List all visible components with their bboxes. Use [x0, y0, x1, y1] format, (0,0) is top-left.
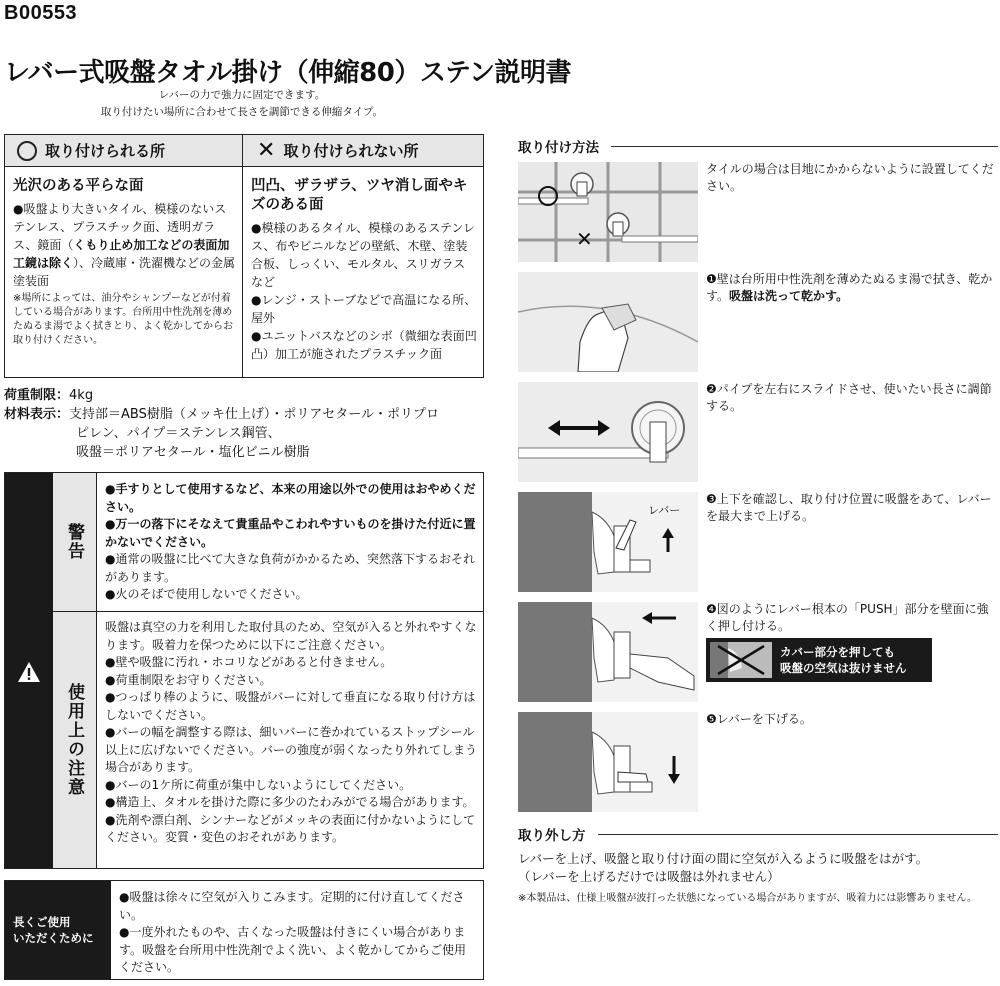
step4-illustration — [518, 602, 698, 702]
step5-desc: ❺レバーを下げる。 — [706, 712, 812, 726]
tip-line-1: カバー部分を押しても — [780, 645, 895, 659]
tile-note: タイルの場合は目地にかからないように設置してください。 — [706, 162, 994, 193]
long-use-label: 長くご使用 いただくために — [5, 881, 111, 979]
step3-illustration — [518, 492, 698, 592]
removal-note: ※本製品は、仕様上吸盤が波打った状態になっている場合がありますが、吸着力には影響ありません。 — [518, 893, 977, 904]
product-code: B00553 — [4, 2, 78, 24]
cannot-mount-item: ●模様のあるタイル、模様のあるステンレス、布やビニルなどの壁紙、木壁、塗装合板、しっくい、モルタル、スリガラスなど — [251, 221, 476, 289]
caution-list — [105, 619, 477, 847]
tile-illustration — [518, 162, 698, 262]
step1-desc: ❶壁は台所用中性洗剤を薄めたぬるま湯で拭き、乾かす。吸盤は洗って乾かす。 — [706, 272, 993, 303]
long-use-list — [119, 889, 477, 977]
warning-item: ●手すりとして使用するなど、本来の用途以外での使用はおやめください。 — [105, 482, 476, 514]
step3-desc: ❸上下を確認し、取り付け位置に吸盤をあて、レバーを最大まで上げる。 — [706, 492, 992, 523]
circle-ok-icon — [17, 141, 37, 161]
caution-item: ●壁や吸盤に汚れ・ホコリなどがあると付きません。 — [105, 655, 393, 669]
removal-heading: 取り外し方 — [518, 824, 998, 844]
long-use-item: ●一度外れたものや、古くなった吸盤は付きにくい場合があります。吸盤を台所用中性洗剤でよく洗い、よく乾かしてからご使用ください。 — [119, 925, 467, 974]
step2-desc: ❷パイプを左右にスライドさせ、使いたい長さに調節する。 — [706, 382, 992, 413]
can-mount-title: 光沢のある平らな面 — [13, 178, 144, 194]
can-mount-body: ●吸盤より大きいタイル、模様のないステンレス、プラスチック面、透明ガラス、鏡面（くもり止め加工などの表面加工鏡は除く）、冷蔵庫・洗濯機などの金属塗装面 — [13, 202, 236, 288]
specifications: 荷重制限：4kg 材料表示：支持部＝ABS樹脂（メッキ仕上げ）・ポリアセタール・ポリプロ ピレン、パイプ＝ステンレス鋼管、 吸盤＝ポリアセタール・塩化ビニル樹脂 — [4, 388, 439, 460]
warning-box — [4, 472, 484, 869]
removal-line-2: （レバーを上げるだけでは吸盤は外れません） — [518, 869, 780, 884]
step5-illustration — [518, 712, 698, 812]
cannot-mount-item: ●ユニットバスなどのシボ（微細な表面凹凸）加工が施されたプラスチック面 — [251, 329, 477, 361]
install-heading: 取り付け方法 — [518, 136, 998, 156]
caution-item: ●バーの幅を調整する際は、細いバーに巻かれているストップシール以上に広げないでください。バーの強度が弱くなったり外れてしまう場合があります。 — [105, 725, 478, 774]
can-mount-header: 取り付けられる所 — [5, 135, 243, 167]
caution-label: 使用上の注意 — [53, 611, 97, 868]
warning-icon — [17, 661, 41, 683]
warning-item: ●通常の吸盤に比べて大きな負荷がかかるため、突然落下するおそれがあります。 — [105, 552, 475, 584]
cannot-mount-item: ●レンジ・ストーブなどで高温になる所、屋外 — [251, 293, 477, 325]
page-title: レバー式吸盤タオル掛け（伸縮80）ステン説明書 — [4, 58, 572, 88]
cannot-mount-title: 凹凸、ザラザラ、ツヤ消し面やキズのある面 — [251, 178, 468, 213]
material: 材料表示：支持部＝ABS樹脂（メッキ仕上げ）・ポリアセタール・ポリプロ — [4, 407, 439, 422]
removal-line-1: レバーを上げ、吸盤と取り付け面の間に空気が入るように吸盤をはがす。 — [518, 851, 929, 866]
subtitle-2: 取り付けたい場所に合わせて長さを調節できる伸縮タイプ。 — [100, 106, 384, 118]
cannot-mount-column — [243, 167, 483, 377]
long-use-item: ●吸盤は徐々に空気が入りこみます。定期的に付け直してください。 — [119, 890, 465, 922]
warning-item: ●火のそばで使用しないでください。 — [105, 587, 308, 601]
step4-desc: ❹図のようにレバー根本の「PUSH」部分を壁面に強く押し付ける。 — [706, 602, 989, 633]
can-mount-column — [5, 167, 243, 377]
warning-label: 警告 — [53, 473, 97, 611]
warning-list — [105, 481, 477, 604]
cover-illustration — [710, 642, 772, 678]
long-use-box — [4, 880, 484, 980]
step1-illustration — [518, 272, 698, 372]
lever-label: レバー — [648, 504, 681, 517]
caution-item: ●構造上、タオルを掛けた際に多少のたわみがでる場合があります。 — [105, 795, 475, 809]
removal-body — [518, 850, 998, 905]
can-mount-note: ※場所によっては、油分やシャンプーなどが付着している場合があります。台所用中性洗剤を薄めたぬるま湯でよく拭きとり、よく乾かしてからお取り付けください。 — [13, 293, 233, 346]
load-limit: 荷重制限：4kg — [4, 388, 94, 403]
svg-text:✕: ✕ — [576, 227, 593, 251]
caution-item: ●洗剤や漂白剤、シンナーなどがメッキの表面に付かないようにしてください。変質・変色のおそれがあります。 — [105, 812, 476, 844]
subtitle-1: レバーの力で強力に固定できます。 — [158, 89, 326, 101]
cover-tip — [706, 638, 932, 682]
tip-line-2: 吸盤の空気は抜けません — [780, 661, 907, 675]
warning-item: ●万一の落下にそなえて貴重品やこわれやすいものを掛けた付近に置かないでください。 — [105, 517, 476, 549]
caution-item: ●バーの1ケ所に荷重が集中しないようにしてください。 — [105, 777, 412, 792]
cannot-mount-header: ✕ 取り付けられない所 — [243, 135, 483, 167]
caution-item: 吸盤は真空の力を利用した取付具のため、空気が入ると外れやすくなります。吸着力を保つために以下にご注意ください。 — [105, 620, 477, 652]
step2-illustration — [518, 382, 698, 482]
caution-item: ●つっぱり棒のように、吸盤がバーに対して垂直になる取り付け方はしないでください。 — [105, 690, 476, 722]
cross-ng-icon: ✕ — [257, 137, 276, 163]
caution-item: ●荷重制限をお守りください。 — [105, 672, 272, 687]
mounting-surface-table — [4, 134, 484, 378]
